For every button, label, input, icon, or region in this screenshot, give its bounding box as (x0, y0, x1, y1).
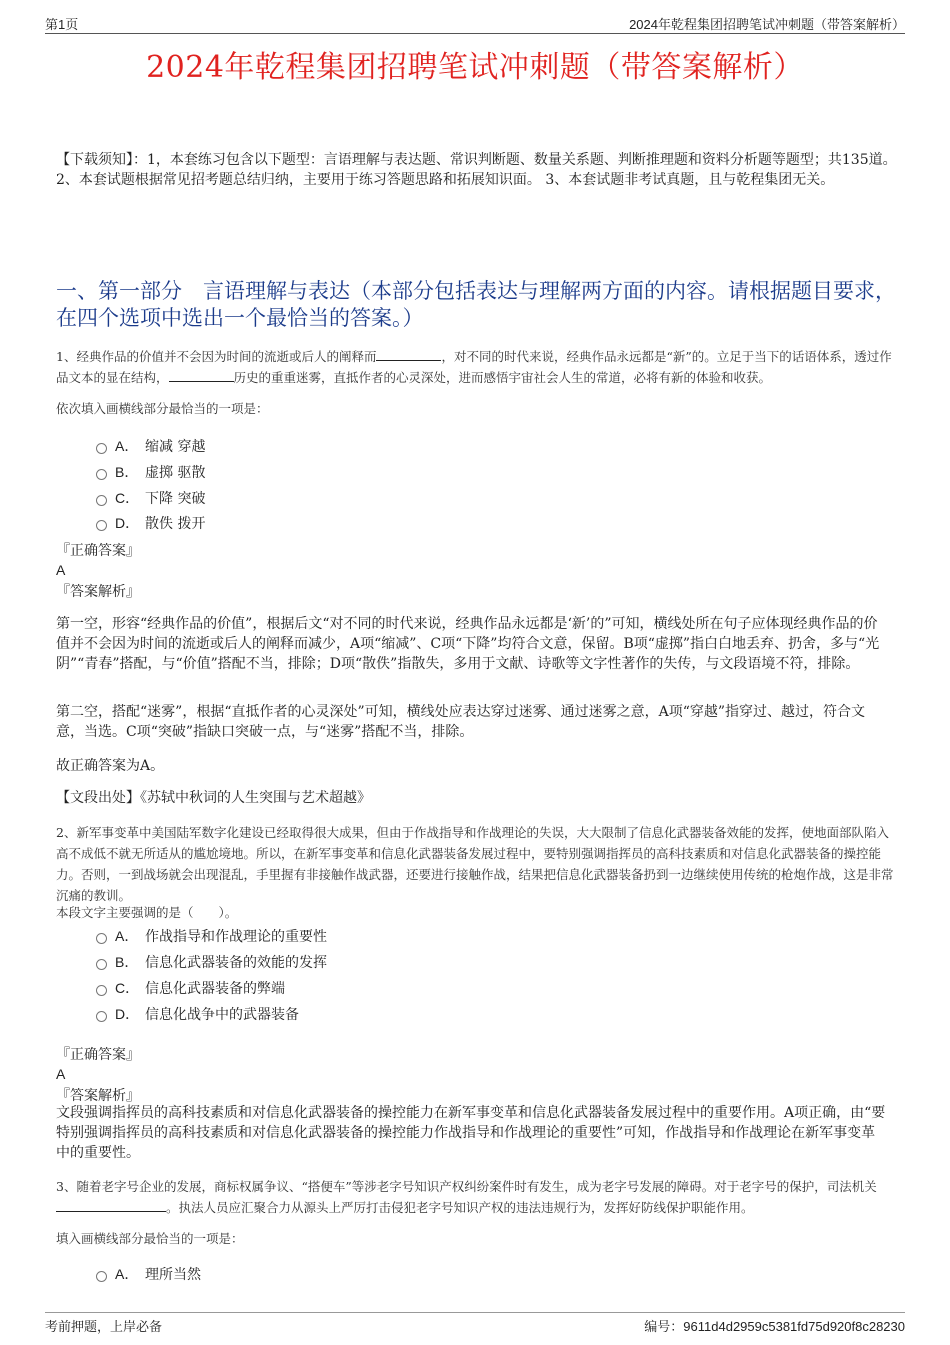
q1-answer: A (56, 562, 66, 578)
q3-option-a[interactable]: A． 理所当然 (96, 1264, 201, 1284)
page-title: 2024年乾程集团招聘笔试冲刺题（带答案解析） (146, 50, 804, 85)
question-3-text: 3、随着老字号企业的发展，商标权属争议、“搭便车”等涉老字号知识产权纠纷案件时有发生，成为老字号发展的障碍。对于老字号的保护，司法机关。执法人员应汇聚合力从源头上严厉打击侵犯老字号知识产权的违法违规行为，发挥好防线保护职能作用。 (56, 1179, 877, 1215)
question-3-prompt: 填入画横线部分最恰当的一项是： (56, 1231, 244, 1246)
q1-option-d[interactable]: D． 散佚 拨开 (96, 513, 205, 533)
q2-analysis-label: 『答案解析』 (56, 1088, 140, 1104)
radio-icon[interactable] (96, 933, 107, 944)
q1-analysis-2: 第二空，搭配“迷雾”，根据“直抵作者的心灵深处”可知，横线处应表达穿过迷雾、通过迷雾之意，A项“穿越”指穿过、越过，符合文意，当选。C项“突破”指缺口突破一点，与“迷雾”搭配不当，排除。 (56, 704, 866, 740)
q2-option-c[interactable]: C． 信息化武器装备的弊端 (96, 978, 285, 998)
q1-option-b[interactable]: B． 虚掷 驱散 (96, 462, 205, 482)
q1-analysis-label: 『答案解析』 (56, 584, 140, 600)
q2-analysis: 文段强调指挥员的高科技素质和对信息化武器装备的操控能力在新军事变革和信息化武器装备发展过程中的重要作用。A项正确，由“要特别强调指挥员的高科技素质和对信息化武器装备的操控能力作战指导和作战理论的重要性”可知，作战指导和作战理论在新军事变革中的重要性。 (56, 1105, 886, 1161)
question-2-text: 2、新军事变革中美国陆军数字化建设已经取得很大成果，但由于作战指导和作战理论的失误，大大限制了信息化武器装备效能的发挥，使地面部队陷入高不成低不就无所适从的尴尬境地。所以，在新军事变革和信息化武器装备发展过程中，要特别强调指挥员的高科技素质和对信息化武器装备的操控能力。否则，一到战场就会出现混乱，手里握有非接触作战武器，还要进行接触作战，结果把信息化武器装备扔到一边继续使用传统的枪炮作战，这是非常沉痛的教训。 (56, 825, 894, 903)
radio-icon[interactable] (96, 469, 107, 480)
q2-answer-label: 『正确答案』 (56, 1047, 140, 1063)
radio-icon[interactable] (96, 1011, 107, 1022)
radio-icon[interactable] (96, 520, 107, 531)
page-number: 第1页 (45, 17, 79, 32)
question-1-text: 1、经典作品的价值并不会因为时间的流逝或后人的阐释而 ，对不同的时代来说，经典作品永远都是“新”的。立足于当下的话语体系，透过作品文本的显在结构， 历史的重重迷雾，直抵作者的心灵深处，进而感悟宇宙社会人生的常道，必将有新的体验和收获。 (56, 349, 892, 385)
q1-option-a[interactable]: A． 缩减 穿越 (96, 436, 205, 456)
radio-icon[interactable] (96, 495, 107, 506)
q2-option-a[interactable]: A． 作战指导和作战理论的重要性 (96, 926, 327, 946)
q2-option-d[interactable]: D． 信息化战争中的武器装备 (96, 1004, 299, 1024)
section-heading: 一、第一部分 言语理解与表达（本部分包括表达与理解两方面的内容。请根据题目要求，在四个选项中选出一个最恰当的答案。） (56, 279, 896, 330)
q1-answer-label: 『正确答案』 (56, 543, 140, 559)
header-rule (45, 33, 905, 34)
q2-answer: A (56, 1066, 66, 1082)
footer-rule (45, 1312, 905, 1313)
radio-icon[interactable] (96, 1271, 107, 1282)
radio-icon[interactable] (96, 985, 107, 996)
document-code: 编号：9611d4d2959c5381fd75d920f8c28230 (644, 1319, 905, 1334)
question-1-prompt: 依次填入画横线部分最恰当的一项是： (56, 401, 269, 416)
question-2-prompt: 本段文字主要强调的是（ ）。 (56, 905, 238, 920)
q1-option-c[interactable]: C． 下降 突破 (96, 488, 205, 508)
radio-icon[interactable] (96, 443, 107, 454)
q1-analysis-1: 第一空，形容“经典作品的价值”，根据后文“对不同的时代来说，经典作品永远都是‘新’的”可知，横线处所在句子应体现经典作品的价值并不会因为时间的流逝或后人的阐释而减少，A项“缩减”、C项“下降”均符合文意，保留。B项“虚掷”指白白地丢弃、扔舍，多与“光阴”“青春”搭配，与“价值”搭配不当，排除；D项“散佚”指散失，多用于文献、诗歌等文字性著作的失传，与文段语境不符，排除。 (56, 616, 880, 672)
footer-slogan: 考前押题，上岸必备 (45, 1319, 163, 1334)
q2-option-b[interactable]: B． 信息化武器装备的效能的发挥 (96, 952, 327, 972)
q1-conclusion: 故正确答案为A。 (56, 758, 165, 774)
q1-source: 【文段出处】《苏轼中秋词的人生突围与艺术超越》 (56, 790, 371, 806)
download-notice: 【下载须知】：1，本套练习包含以下题型：言语理解与表达题、常识判断题、数量关系题、判断推理题和资料分析题等题型；共135道。 2、本套试题根据常见招考题总结归纳，主要用于练习答题思路和拓展知识面。 3、本套试题非考试真题，且与乾程集团无关。 (56, 152, 897, 188)
header-doc-title: 2024年乾程集团招聘笔试冲刺题（带答案解析） (629, 17, 905, 32)
radio-icon[interactable] (96, 959, 107, 970)
